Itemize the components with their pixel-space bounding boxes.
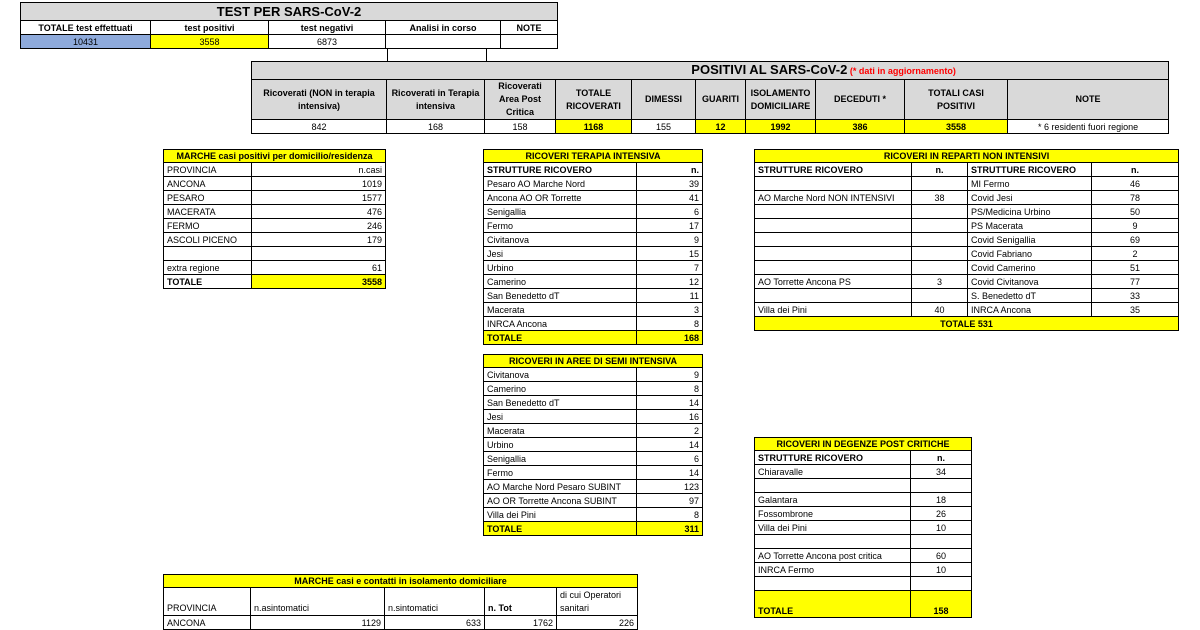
- table-row: [484, 438, 703, 452]
- row-label: San Benedetto dT: [484, 396, 637, 410]
- row-value: 8: [637, 508, 703, 522]
- positivi-header-ricoverati-non-intensiva: Ricoverati (NON in terapia intensiva): [252, 80, 387, 120]
- marche-casi-col-provincia: PROVINCIA: [164, 163, 252, 177]
- marche-casi-total-label: TOTALE: [164, 275, 252, 289]
- row-value: 7: [637, 261, 703, 275]
- test-value-note: [501, 35, 558, 49]
- marche-casi-title: MARCHE casi positivi per domicilio/residenza: [164, 150, 386, 163]
- row-label: AO Torrette Ancona PS: [755, 275, 912, 289]
- test-value-negativi: 6873: [269, 35, 386, 49]
- row-value: [912, 233, 968, 247]
- row-value: 14: [637, 466, 703, 480]
- table-row: [164, 177, 386, 191]
- row-label: San Benedetto dT: [484, 289, 637, 303]
- row-value: [912, 177, 968, 191]
- positivi-header-note: NOTE: [1008, 80, 1169, 120]
- positivi-value-terapia-intensiva: 168: [387, 120, 485, 134]
- row-label: ASCOLI PICENO: [164, 233, 252, 247]
- row-value: [911, 535, 972, 549]
- table-row: [755, 479, 972, 493]
- row-value: 39: [637, 177, 703, 191]
- positivi-value-isolamento: 1992: [746, 120, 816, 134]
- table-row: [484, 261, 703, 275]
- positivi-header-post-critica: Ricoverati Area Post Critica: [485, 80, 556, 120]
- test-value-totale: 10431: [21, 35, 151, 49]
- positivi-value-guariti: 12: [696, 120, 746, 134]
- row-label: Covid Jesi: [968, 191, 1092, 205]
- semi-intensiva-total-value: 311: [637, 522, 703, 536]
- post-critiche-col-n: n.: [911, 451, 972, 465]
- positivi-value-ricoverati-non-intensiva: 842: [252, 120, 387, 134]
- row-value: 12: [637, 275, 703, 289]
- semi-intensiva-table: [483, 354, 702, 536]
- marche-casi-col-ncasi: n.casi: [252, 163, 386, 177]
- row-label: Urbino: [484, 261, 637, 275]
- row-label: Jesi: [484, 410, 637, 424]
- table-row: [755, 549, 972, 563]
- row-label: Senigallia: [484, 205, 637, 219]
- row-label: INRCA Ancona: [968, 303, 1092, 317]
- post-critiche-total-label: TOTALE: [755, 591, 911, 618]
- row-label: PS/Medicina Urbino: [968, 205, 1092, 219]
- row-label: Villa dei Pini: [755, 521, 911, 535]
- row-value: 38: [912, 191, 968, 205]
- positivi-value-dimessi: 155: [632, 120, 696, 134]
- post-critiche-col-strutture: STRUTTURE RICOVERO: [755, 451, 911, 465]
- row-label: INRCA Fermo: [755, 563, 911, 577]
- row-value: [912, 261, 968, 275]
- table-row: [484, 177, 703, 191]
- row-value: 40: [912, 303, 968, 317]
- table-row: [755, 247, 1179, 261]
- table-row: [484, 289, 703, 303]
- row-label: [755, 247, 912, 261]
- table-row: [755, 289, 1179, 303]
- row-value: 179: [252, 233, 386, 247]
- test-header-totale: TOTALE test effettuati: [21, 21, 151, 35]
- isolamento-table: [163, 574, 637, 630]
- terapia-intensiva-title: RICOVERI TERAPIA INTENSIVA: [484, 150, 703, 163]
- table-row: [755, 261, 1179, 275]
- isolamento-col-operatori: di cui Operatori sanitari: [557, 588, 638, 616]
- non-intensivi-total: TOTALE 531: [755, 317, 1179, 331]
- test-value-positivi: 3558: [151, 35, 269, 49]
- row-value: 78: [1092, 191, 1179, 205]
- row-label: Ancona AO OR Torrette: [484, 191, 637, 205]
- table-row: [755, 205, 1179, 219]
- row-value: 18: [911, 493, 972, 507]
- post-critiche-total-value: 158: [911, 591, 972, 618]
- positivi-title-cell: [252, 62, 1169, 80]
- row-label: [755, 219, 912, 233]
- non-intensivi-col-n-1: n.: [912, 163, 968, 177]
- non-intensivi-col-strutture-2: STRUTTURE RICOVERO: [968, 163, 1092, 177]
- row-value: [911, 577, 972, 591]
- positivi-value-note: * 6 residenti fuori regione: [1008, 120, 1169, 134]
- terapia-intensiva-col-n: n.: [637, 163, 703, 177]
- row-label: AO OR Torrette Ancona SUBINT: [484, 494, 637, 508]
- positivi-title-note: (* dati in aggiornamento): [849, 66, 956, 76]
- row-value: 51: [1092, 261, 1179, 275]
- table-row: [164, 247, 386, 261]
- non-intensivi-table: [754, 149, 1178, 331]
- test-title: TEST PER SARS-CoV-2: [21, 3, 558, 21]
- row-label: [755, 233, 912, 247]
- row-value: 10: [911, 521, 972, 535]
- row-value: [911, 479, 972, 493]
- row-label: Covid Fabriano: [968, 247, 1092, 261]
- table-row: [484, 494, 703, 508]
- test-table: [20, 2, 557, 49]
- isolamento-title: MARCHE casi e contatti in isolamento domiciliare: [164, 575, 638, 588]
- test-header-analisi: Analisi in corso: [386, 21, 501, 35]
- row-value: [252, 247, 386, 261]
- row-value: 8: [637, 317, 703, 331]
- row-label: AO Marche Nord NON INTENSIVI: [755, 191, 912, 205]
- row-label: Macerata: [484, 424, 637, 438]
- row-value: [912, 247, 968, 261]
- row-label: AO Torrette Ancona post critica: [755, 549, 911, 563]
- table-row: [164, 191, 386, 205]
- row-label: Fossombrone: [755, 507, 911, 521]
- row-label: Senigallia: [484, 452, 637, 466]
- row-value: 1129: [251, 616, 385, 630]
- table-row: [484, 275, 703, 289]
- row-value: 633: [385, 616, 485, 630]
- row-value: 6: [637, 452, 703, 466]
- row-value: 41: [637, 191, 703, 205]
- positivi-title: POSITIVI AL SARS-CoV-2: [691, 62, 848, 77]
- row-label: Covid Camerino: [968, 261, 1092, 275]
- row-value: 35: [1092, 303, 1179, 317]
- positivi-header-deceduti: DECEDUTI *: [816, 80, 905, 120]
- table-row: [755, 303, 1179, 317]
- table-row: [755, 275, 1179, 289]
- table-row: [755, 465, 972, 479]
- row-value: 14: [637, 438, 703, 452]
- table-row: [484, 424, 703, 438]
- row-value: 1019: [252, 177, 386, 191]
- non-intensivi-col-n-2: n.: [1092, 163, 1179, 177]
- row-label: Camerino: [484, 382, 637, 396]
- row-value: [912, 289, 968, 303]
- test-header-positivi: test positivi: [151, 21, 269, 35]
- marche-casi-total-value: 3558: [252, 275, 386, 289]
- row-label: Pesaro AO Marche Nord: [484, 177, 637, 191]
- row-value: 8: [637, 382, 703, 396]
- table-row: [755, 507, 972, 521]
- row-value: [912, 219, 968, 233]
- terapia-intensiva-total-value: 168: [637, 331, 703, 345]
- row-label: MACERATA: [164, 205, 252, 219]
- row-value: 246: [252, 219, 386, 233]
- row-label: [755, 261, 912, 275]
- table-row: [164, 616, 638, 630]
- row-label: Civitanova: [484, 368, 637, 382]
- row-label: S. Benedetto dT: [968, 289, 1092, 303]
- row-value: 226: [557, 616, 638, 630]
- row-value: 9: [637, 233, 703, 247]
- table-row: [755, 535, 972, 549]
- row-label: [755, 479, 911, 493]
- positivi-table: [251, 61, 1168, 134]
- table-row: [755, 493, 972, 507]
- row-label: [755, 289, 912, 303]
- table-row: [484, 508, 703, 522]
- row-label: Covid Civitanova: [968, 275, 1092, 289]
- row-value: 9: [637, 368, 703, 382]
- row-label: ANCONA: [164, 616, 251, 630]
- isolamento-col-provincia: PROVINCIA: [164, 588, 251, 616]
- table-row: [484, 303, 703, 317]
- row-value: 6: [637, 205, 703, 219]
- row-label: PS Macerata: [968, 219, 1092, 233]
- test-header-negativi: test negativi: [269, 21, 386, 35]
- row-value: 26: [911, 507, 972, 521]
- row-label: Villa dei Pini: [755, 303, 912, 317]
- row-label: Civitanova: [484, 233, 637, 247]
- marche-casi-table: [163, 149, 385, 289]
- row-value: 97: [637, 494, 703, 508]
- row-value: 46: [1092, 177, 1179, 191]
- row-value: 69: [1092, 233, 1179, 247]
- row-value: 1762: [485, 616, 557, 630]
- test-header-note: NOTE: [501, 21, 558, 35]
- test-value-analisi: [386, 35, 501, 49]
- table-row: [484, 466, 703, 480]
- table-row: [755, 177, 1179, 191]
- row-label: Fermo: [484, 219, 637, 233]
- row-value: 3: [637, 303, 703, 317]
- row-value: 1577: [252, 191, 386, 205]
- terapia-intensiva-col-strutture: STRUTTURE RICOVERO: [484, 163, 637, 177]
- row-label: [755, 535, 911, 549]
- row-label: Fermo: [484, 466, 637, 480]
- row-value: 2: [1092, 247, 1179, 261]
- positivi-header-totali-casi: TOTALI CASI POSITIVI: [905, 80, 1008, 120]
- terapia-intensiva-table: [483, 149, 702, 345]
- row-value: [912, 205, 968, 219]
- post-critiche-table: [754, 437, 971, 618]
- isolamento-col-sintomatici: n.sintomatici: [385, 588, 485, 616]
- non-intensivi-title: RICOVERI IN REPARTI NON INTENSIVI: [755, 150, 1179, 163]
- row-value: 2: [637, 424, 703, 438]
- row-value: 33: [1092, 289, 1179, 303]
- row-value: 14: [637, 396, 703, 410]
- table-row: [484, 368, 703, 382]
- table-row: [484, 410, 703, 424]
- row-value: 10: [911, 563, 972, 577]
- table-row: [484, 233, 703, 247]
- table-row: [164, 219, 386, 233]
- table-row: [755, 233, 1179, 247]
- table-row: [755, 521, 972, 535]
- row-label: ANCONA: [164, 177, 252, 191]
- row-label: Galantara: [755, 493, 911, 507]
- row-label: Jesi: [484, 247, 637, 261]
- row-value: 16: [637, 410, 703, 424]
- row-label: Chiaravalle: [755, 465, 911, 479]
- row-label: INRCA Ancona: [484, 317, 637, 331]
- row-label: [755, 205, 912, 219]
- row-value: 9: [1092, 219, 1179, 233]
- test-table-extension: [387, 48, 487, 61]
- positivi-value-totali-casi: 3558: [905, 120, 1008, 134]
- row-label: Camerino: [484, 275, 637, 289]
- row-label: Covid Senigallia: [968, 233, 1092, 247]
- row-value: 50: [1092, 205, 1179, 219]
- row-label: extra regione: [164, 261, 252, 275]
- table-row: [484, 382, 703, 396]
- row-label: [755, 177, 912, 191]
- row-label: PESARO: [164, 191, 252, 205]
- row-label: FERMO: [164, 219, 252, 233]
- post-critiche-title: RICOVERI IN DEGENZE POST CRITICHE: [755, 438, 972, 451]
- table-row: [755, 191, 1179, 205]
- row-value: 123: [637, 480, 703, 494]
- table-row: [484, 480, 703, 494]
- semi-intensiva-total-label: TOTALE: [484, 522, 637, 536]
- positivi-header-isolamento: ISOLAMENTO DOMICILIARE: [746, 80, 816, 120]
- table-row: [755, 219, 1179, 233]
- positivi-header-dimessi: DIMESSI: [632, 80, 696, 120]
- row-label: [755, 577, 911, 591]
- table-row: [484, 396, 703, 410]
- row-label: Villa dei Pini: [484, 508, 637, 522]
- positivi-value-totale-ricoverati: 1168: [556, 120, 632, 134]
- semi-intensiva-title: RICOVERI IN AREE DI SEMI INTENSIVA: [484, 355, 703, 368]
- table-row: [484, 247, 703, 261]
- row-value: 17: [637, 219, 703, 233]
- row-value: 77: [1092, 275, 1179, 289]
- positivi-value-deceduti: 386: [816, 120, 905, 134]
- table-row: [755, 563, 972, 577]
- table-row: [755, 577, 972, 591]
- table-row: [484, 219, 703, 233]
- table-row: [484, 191, 703, 205]
- row-value: 15: [637, 247, 703, 261]
- table-row: [484, 205, 703, 219]
- table-row: [164, 205, 386, 219]
- positivi-value-post-critica: 158: [485, 120, 556, 134]
- terapia-intensiva-total-label: TOTALE: [484, 331, 637, 345]
- row-label: [164, 247, 252, 261]
- positivi-header-guariti: GUARITI: [696, 80, 746, 120]
- row-value: 34: [911, 465, 972, 479]
- row-label: AO Marche Nord Pesaro SUBINT: [484, 480, 637, 494]
- table-row: [164, 233, 386, 247]
- row-label: Urbino: [484, 438, 637, 452]
- row-value: 3: [912, 275, 968, 289]
- isolamento-col-asintomatici: n.asintomatici: [251, 588, 385, 616]
- row-label: Macerata: [484, 303, 637, 317]
- table-row: [164, 261, 386, 275]
- non-intensivi-col-strutture-1: STRUTTURE RICOVERO: [755, 163, 912, 177]
- row-value: 476: [252, 205, 386, 219]
- positivi-header-totale-ricoverati: TOTALE RICOVERATI: [556, 80, 632, 120]
- isolamento-col-tot: n. Tot: [485, 588, 557, 616]
- table-row: [484, 452, 703, 466]
- positivi-header-terapia-intensiva: Ricoverati in Terapia intensiva: [387, 80, 485, 120]
- row-value: 60: [911, 549, 972, 563]
- row-value: 61: [252, 261, 386, 275]
- row-value: 11: [637, 289, 703, 303]
- row-label: MI Fermo: [968, 177, 1092, 191]
- table-row: [484, 317, 703, 331]
